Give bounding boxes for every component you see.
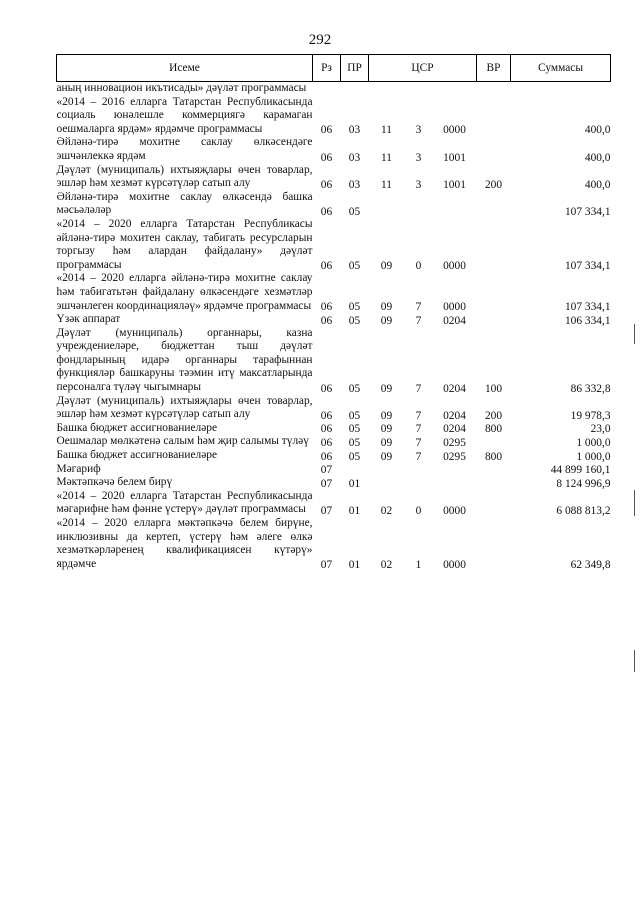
cell-csr2 (405, 82, 433, 96)
budget-table (56, 54, 611, 571)
cell-rz: 06 (320, 124, 333, 137)
cell-csr3 (433, 463, 477, 477)
cell-csr3: 0295 (443, 437, 466, 450)
table-row (57, 449, 611, 463)
scan-edge-mark (634, 490, 635, 516)
cell-pr: 05 (348, 260, 361, 273)
cell-name: аның инновацион икътисады» дәүләт программасы (56, 82, 307, 94)
cell-csr1: 09 (380, 382, 393, 395)
cell-pr (341, 463, 369, 477)
cell-csr2: 7 (415, 382, 422, 395)
cell-sum: 107 334,1 (564, 301, 611, 314)
cell-vr (477, 96, 511, 137)
cell-rz: 06 (320, 314, 333, 327)
cell-csr2: 7 (415, 301, 422, 314)
cell-rz: 06 (320, 260, 333, 273)
table-row (57, 82, 611, 96)
cell-rz: 06 (320, 437, 333, 450)
cell-vr: 800 (484, 423, 503, 436)
cell-csr3: 0000 (443, 301, 466, 314)
cell-vr (477, 313, 511, 327)
cell-pr: 05 (348, 382, 361, 395)
cell-csr1: 02 (380, 505, 393, 517)
cell-sum: 6 088 813,2 (556, 505, 611, 517)
cell-pr: 03 (348, 151, 361, 164)
cell-vr (477, 463, 511, 477)
cell-csr2: 0 (415, 505, 422, 517)
table-row (57, 395, 611, 422)
cell-sum: 8 124 996,9 (556, 477, 611, 490)
cell-csr3: 0204 (443, 314, 466, 327)
cell-sum: 400,0 (584, 178, 611, 191)
cell-csr3: 0204 (443, 382, 466, 395)
cell-csr3: 1001 (443, 151, 466, 164)
cell-rz: 07 (320, 477, 333, 490)
cell-vr (477, 435, 511, 449)
cell-rz: 07 (320, 559, 333, 572)
cell-csr3: 0000 (443, 260, 466, 273)
cell-csr1: 09 (380, 409, 393, 422)
cell-rz: 06 (320, 178, 333, 191)
cell-sum: 107 334,1 (564, 205, 611, 218)
cell-name: Башка бюджет ассигнованиеләре (56, 449, 218, 462)
cell-vr (477, 490, 511, 517)
cell-sum: 400,0 (584, 151, 611, 164)
cell-name: Оешмалар мөлкәтенә салым һәм җир салымы түләү (56, 435, 309, 448)
cell-csr3: 0000 (443, 505, 466, 517)
cell-pr: 03 (348, 178, 361, 191)
table-row (57, 272, 611, 313)
cell-csr2: 3 (415, 124, 422, 137)
table-row (57, 476, 611, 490)
cell-csr1: 09 (380, 437, 393, 450)
cell-csr2 (405, 463, 433, 477)
cell-rz: 06 (320, 423, 333, 436)
cell-name: Дәүләт (муниципаль) ихтыяҗлары өчен товарлар, эшләр һәм хезмәт күрсәтүләр сатып алу (56, 394, 313, 421)
cell-name: «2014 – 2020 елларга әйләнә-тирә мохитне саклау һәм табигатьтән файдалану өлкәсендәге хезмәтләр эшчәнлеген координацияләү» ярдәмче программасы (56, 272, 313, 312)
cell-csr1: 09 (380, 260, 393, 273)
cell-rz: 06 (320, 301, 333, 314)
cell-csr1: 09 (380, 314, 393, 327)
cell-rz: 06 (320, 450, 333, 463)
cell-sum: 62 349,8 (570, 559, 611, 572)
cell-sum: 1 000,0 (576, 437, 611, 450)
cell-csr3 (433, 476, 477, 490)
cell-pr: 05 (348, 301, 361, 314)
cell-csr2: 7 (415, 437, 422, 450)
cell-csr2 (405, 476, 433, 490)
cell-rz (313, 82, 341, 96)
cell-vr: 200 (484, 178, 503, 191)
table-row (57, 96, 611, 137)
table-header-row (57, 55, 611, 82)
cell-sum: 107 334,1 (564, 260, 611, 273)
cell-name: «2014 – 2016 елларга Татарстан Республикасында социаль юнәлешле коммерциягә карамаган оешмаларга ярдәм» ярдәмче программасы (56, 95, 313, 135)
cell-pr: 05 (348, 437, 361, 450)
table-row (57, 218, 611, 272)
cell-csr2: 3 (415, 178, 422, 191)
cell-rz: 06 (320, 205, 333, 218)
cell-name: «2014 – 2020 елларга Татарстан Республикасында мәгарифне һәм фәнне үстерү» дәүләт программасы (56, 489, 313, 516)
cell-sum: 400,0 (584, 124, 611, 137)
table-row (57, 422, 611, 436)
cell-rz: 07 (320, 505, 333, 517)
cell-csr1: 09 (380, 423, 393, 436)
cell-csr2: 7 (415, 409, 422, 422)
cell-pr: 01 (348, 505, 361, 517)
cell-csr3 (433, 191, 477, 218)
cell-vr (477, 476, 511, 490)
header-csr: ЦСР (369, 55, 477, 82)
cell-name: Башка бюджет ассигнованиеләре (56, 421, 218, 434)
cell-csr1 (369, 191, 405, 218)
table-body (57, 82, 611, 572)
page-number: 292 (308, 32, 332, 48)
cell-pr: 05 (348, 450, 361, 463)
cell-csr1 (369, 476, 405, 490)
cell-csr2: 0 (415, 260, 422, 273)
header-sum: Суммасы (511, 55, 611, 82)
cell-sum: 1 000,0 (576, 450, 611, 463)
cell-name: «2014 – 2020 елларга мәктәпкәчә белем бирүне, инклюзивны да кертеп, үстерү һәм әлеге өлкә хезмәткәрләренең квалификациясен күтәрү» ярдәмче (56, 517, 313, 570)
cell-csr3: 0204 (443, 423, 466, 436)
cell-vr: 100 (484, 382, 503, 395)
cell-vr (477, 82, 511, 96)
cell-vr: 800 (484, 450, 503, 463)
cell-sum: 86 332,8 (570, 382, 611, 395)
cell-csr2: 1 (415, 559, 422, 572)
header-name: Исеме (57, 55, 313, 82)
cell-rz: 06 (320, 382, 333, 395)
cell-csr1: 09 (380, 301, 393, 314)
table-row (57, 327, 611, 395)
cell-rz: 06 (320, 409, 333, 422)
table-row (57, 313, 611, 327)
cell-csr3: 0000 (443, 559, 466, 572)
table-row (57, 435, 611, 449)
cell-csr1: 11 (381, 178, 392, 191)
cell-vr (477, 517, 511, 571)
cell-csr2: 7 (415, 423, 422, 436)
scan-edge-mark (634, 650, 635, 672)
cell-csr3: 0000 (443, 124, 466, 137)
cell-rz: 07 (320, 464, 333, 477)
cell-csr3 (433, 82, 477, 96)
cell-csr1: 11 (381, 124, 392, 137)
cell-vr (477, 218, 511, 272)
cell-name: Дәүләт (муниципаль) органнары, казна учреждениеләре, бюджеттан тыш дәүләт фондларының идарә органнары тарафыннан функцияләр башкаруны тәэмин итү максатларында персоналга түләү чыгымнары (56, 326, 313, 394)
cell-vr (477, 136, 511, 163)
cell-csr3: 1001 (443, 178, 466, 191)
cell-csr2: 7 (415, 314, 422, 327)
cell-sum: 44 899 160,1 (550, 464, 611, 477)
cell-name: Мәгариф (56, 462, 101, 475)
cell-csr3: 0295 (443, 450, 466, 463)
cell-name: Әйләнә-тирә мохитне саклау өлкәсендәге эшчәнлеккә ярдәм (56, 136, 313, 162)
cell-pr: 05 (348, 205, 361, 218)
cell-csr1: 02 (380, 559, 393, 572)
table-row (57, 490, 611, 517)
header-vr: ВР (477, 55, 511, 82)
cell-sum (511, 82, 611, 96)
cell-vr (477, 191, 511, 218)
cell-csr3: 0204 (443, 409, 466, 422)
table-row (57, 136, 611, 163)
cell-pr (341, 82, 369, 96)
cell-csr1 (369, 463, 405, 477)
cell-csr2: 3 (415, 151, 422, 164)
table-row (57, 463, 611, 477)
cell-rz: 06 (320, 151, 333, 164)
cell-pr: 03 (348, 124, 361, 137)
cell-sum: 23,0 (590, 423, 611, 436)
header-rz: Рз (313, 55, 341, 82)
cell-name: Дәүләт (муниципаль) ихтыяҗлары өчен товарлар, эшләр һәм хезмәт күрсәтүләр сатып алу (56, 163, 313, 190)
table-row (57, 517, 611, 571)
cell-pr: 05 (348, 423, 361, 436)
cell-vr: 200 (484, 409, 503, 422)
cell-name: Үзәк аппарат (56, 313, 121, 326)
cell-sum: 19 978,3 (570, 409, 611, 422)
cell-pr: 05 (348, 314, 361, 327)
cell-csr2 (405, 191, 433, 218)
cell-sum: 106 334,1 (564, 314, 611, 327)
cell-csr1 (369, 82, 405, 96)
cell-vr (477, 272, 511, 313)
scan-edge-mark (634, 324, 635, 344)
cell-name: «2014 – 2020 елларга Татарстан Республикасы әйләнә-тирә мохитен саклау, табигать ресурсларын торгызу һәм алардан файдалану» дәүләт программасы (56, 217, 313, 271)
cell-pr: 01 (348, 559, 361, 572)
table-row (57, 164, 611, 191)
cell-name: Мәктәпкәчә белем бирү (56, 476, 173, 489)
cell-pr: 01 (348, 477, 361, 490)
cell-csr1: 11 (381, 151, 392, 164)
cell-name: Әйләнә-тирә мохитне саклау өлкәсендә башка мәсьәләләр (56, 190, 313, 217)
cell-csr2: 7 (415, 450, 422, 463)
header-pr: ПР (341, 55, 369, 82)
cell-pr: 05 (348, 409, 361, 422)
table-row (57, 191, 611, 218)
cell-csr1: 09 (380, 450, 393, 463)
